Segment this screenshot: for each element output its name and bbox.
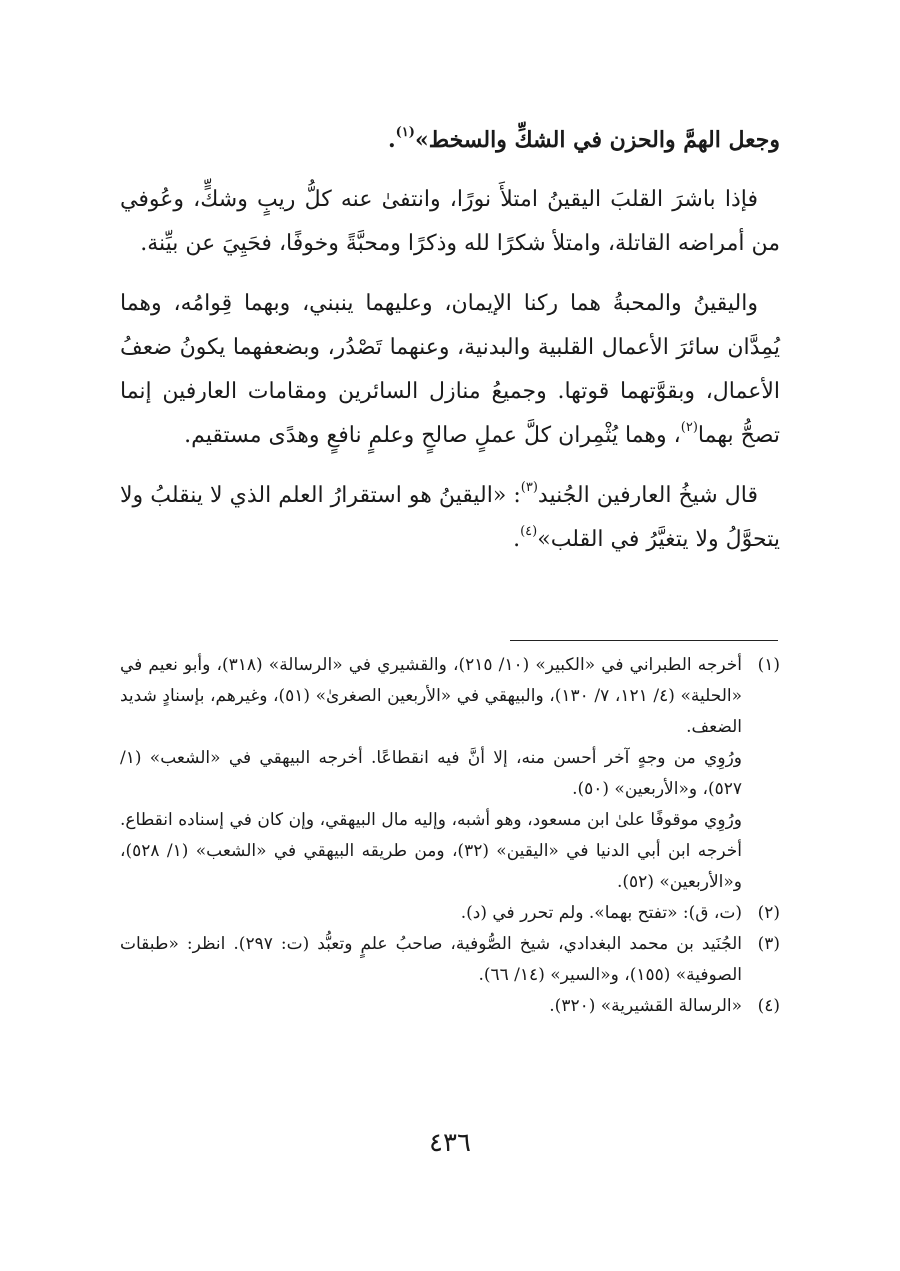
footnote-text: ورُوِي موقوفًا علىٰ ابن مسعود، وهو أشبه، وإليه مال البيهقي، وإن كان في إسناده انقطاع. أخرجه ابن أبي الدنيا في «اليقين» (٣٢)، ومن طريقه البيهقي في «الشعب» (١/ ٥٢٨)، و«الأربعين» (٥٢). [120, 810, 742, 892]
footnote-body [120, 929, 742, 991]
footnote-ref-4[interactable]: (٤) [520, 524, 538, 539]
paragraph-3 [120, 282, 780, 458]
main-text [120, 118, 780, 578]
footnote-number: (٤) [757, 996, 780, 1016]
footnote-body [120, 650, 742, 898]
footnote-text: ورُوِي من وجهٍ آخر أحسن منه، إلا أنَّ فيه انقطاعًا. أخرجه البيهقي في «الشعب» (١/ ٥٢٧)، و«الأربعين» (٥٠). [120, 748, 742, 799]
footnote-body [120, 991, 742, 1022]
footnote-text: أخرجه الطبراني في «الكبير» (١٠/ ٢١٥)، والقشيري في «الرسالة» (٣١٨)، وأبو نعيم في «الحلية» (٤/ ١٢١، ٧/ ١٣٠)، والبيهقي في «الأربعين الصغرىٰ» (٥١)، وغيرهم، بإسنادٍ شديد الضعف. [120, 655, 742, 737]
paragraph-3-text-b: ، وهما يُثْمِران كلَّ عملٍ صالحٍ وعلمٍ نافعٍ وهدًى مستقيم. [184, 423, 681, 448]
paragraph-4-text-a: قال شيخُ العارفين الجُنيد [537, 483, 758, 508]
footnote-text: الجُنَيد بن محمد البغدادي، شيخ الصُّوفية، صاحبُ علمٍ وتعبُّد (ت: ٢٩٧). انظر: «طبقات الصوفية» (١٥٥)، و«السير» (١٤/ ٦٦). [120, 934, 742, 985]
footnote-body [120, 898, 742, 929]
paragraph-3-text-a: واليقينُ والمحبةُ هما ركنا الإيمان، وعليهما ينبني، وبهما قِوامُه، وهما يُمِدَّان سائرَ الأعمال القلبية والبدنية، وعنهما تَصْدُر، وبضعفهما يكونُ ضعفُ الأعمال، وبقوَّتهما قوتها. وجميعُ منازل السائرين ومقامات العارفين إنما تصحُّ بهما [120, 291, 781, 448]
paragraph-4 [120, 474, 780, 562]
paragraph-1-end: . [387, 127, 396, 153]
paragraph-2: فإذا باشرَ القلبَ اليقينُ امتلأَ نورًا، وانتفىٰ عنه كلُّ ريبٍ وشكٍّ، وعُوفي من أمراضه القاتلة، وامتلأ شكرًا لله وذكرًا ومحبَّةً وخوفًا، فحَيِيَ عن بيِّنة. [120, 187, 780, 256]
footnote-2 [120, 898, 780, 929]
footnote-number: (٢) [757, 903, 780, 923]
footnote-ref-2[interactable]: (٢) [680, 420, 698, 435]
footnote-text: «الرسالة القشيرية» (٣٢٠). [549, 996, 742, 1016]
footnote-ref-1[interactable]: (١) [395, 125, 415, 140]
footnote-1 [120, 650, 780, 898]
footnote-number: (٣) [757, 934, 780, 954]
footnote-ref-3[interactable]: (٣) [520, 480, 538, 495]
paragraph-1-text: وجعل الهمَّ والحزن في الشكِّ والسخط» [414, 127, 780, 153]
paragraph-1 [120, 118, 780, 162]
paragraph-4-end: . [513, 527, 521, 552]
page-number: ٤٣٦ [429, 1128, 471, 1158]
paragraph-4-text-b: : «اليقينُ هو استقرارُ العلم الذي لا ينقلبُ ولا يتحوَّلُ ولا يتغيَّرُ في القلب» [120, 483, 780, 552]
footnote-3 [120, 929, 780, 991]
footnote-text: (ت، ق): «تفتح بهما». ولم تحرر في (د). [460, 903, 742, 923]
footnote-separator [510, 640, 778, 641]
footnote-4 [120, 991, 780, 1022]
footnote-number: (١) [757, 655, 780, 675]
footnotes [120, 650, 780, 1022]
